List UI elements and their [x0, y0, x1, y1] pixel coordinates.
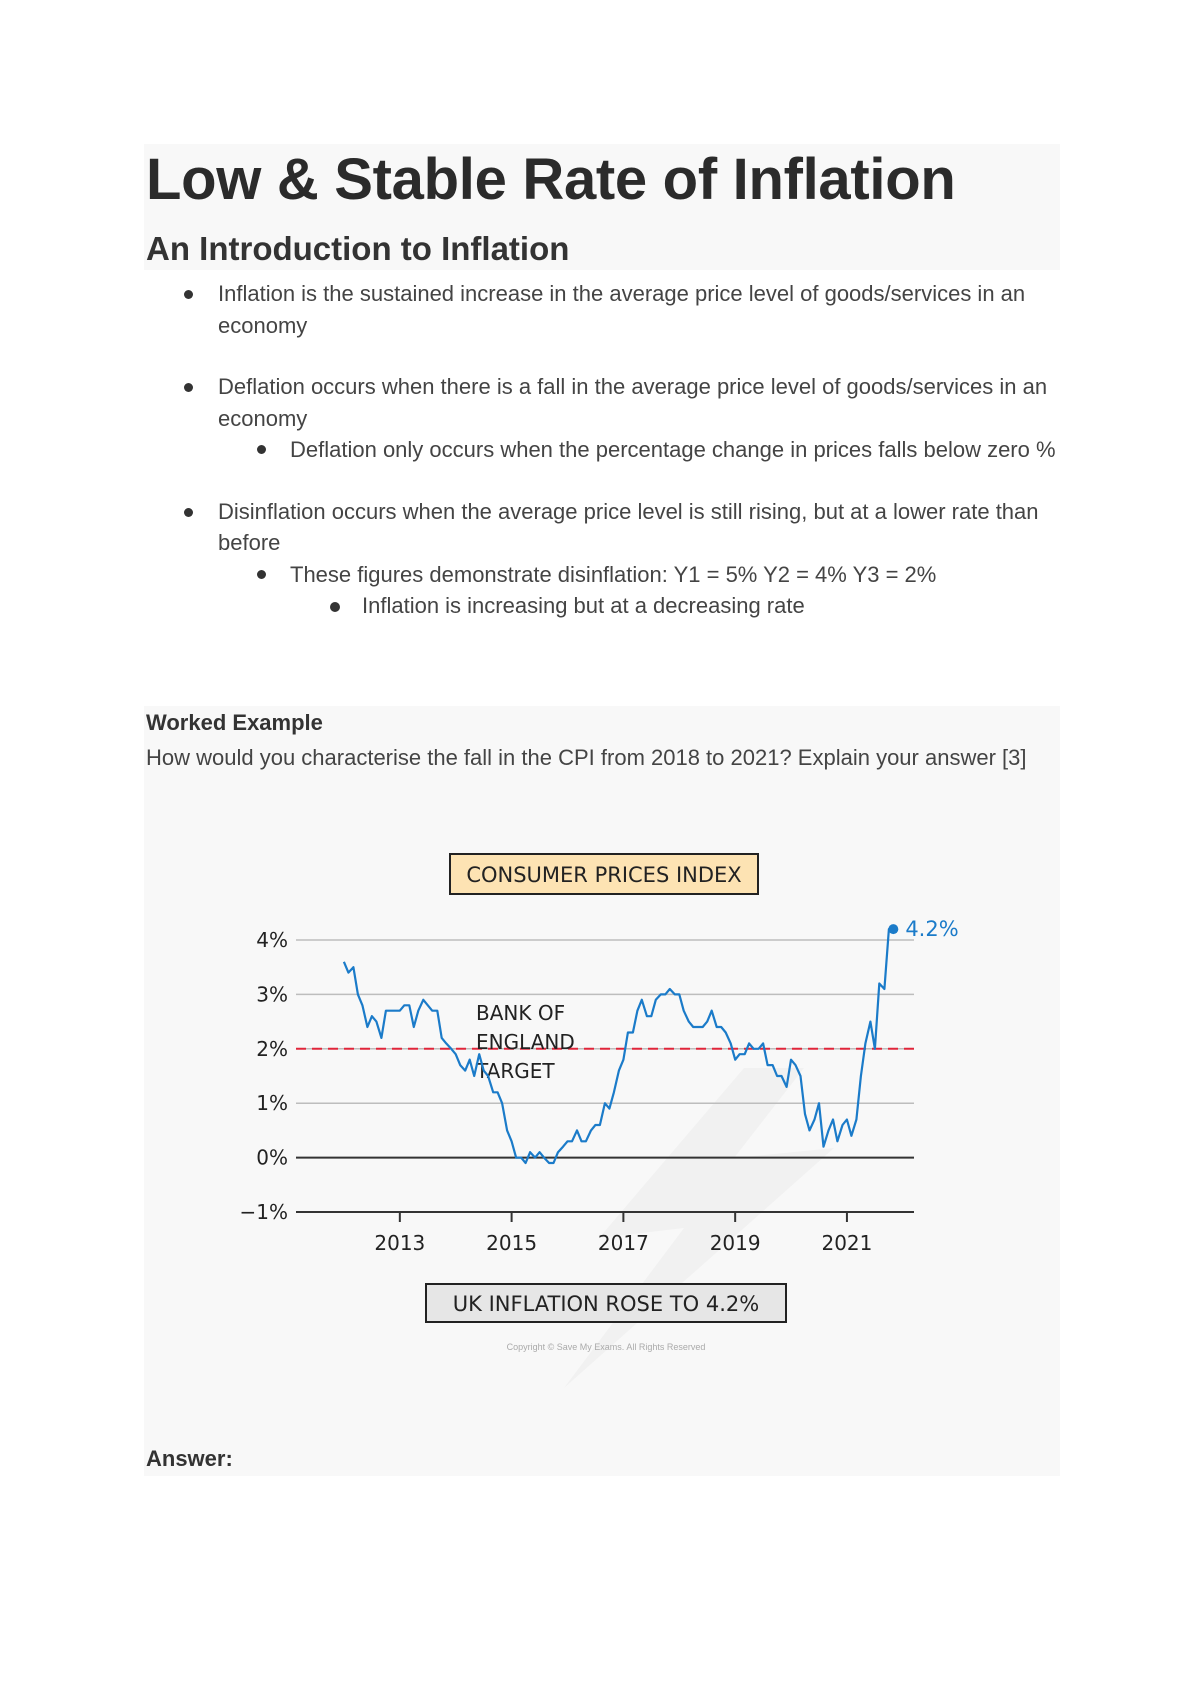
- sub-bullet-disinflation: [146, 559, 1066, 622]
- x-tick-label: 2015: [486, 1231, 538, 1255]
- bullet-text: Inflation is the sustained increase in the average price level of goods/services in an economy: [218, 281, 1026, 338]
- chart-caption-box: [426, 1284, 786, 1322]
- x-tick-label: 2013: [374, 1231, 426, 1255]
- chart-title-box: [450, 854, 758, 894]
- y-tick-label: −1%: [239, 1200, 288, 1224]
- end-point-marker: [888, 924, 898, 934]
- answer-label: Answer:: [146, 1446, 233, 1471]
- annotation-line-3: TARGET: [476, 1059, 555, 1083]
- y-tick-label: 3%: [256, 982, 288, 1007]
- bullet-disinflation: [146, 496, 1066, 622]
- bullet-text: Deflation occurs when there is a fall in the average price level of goods/services in an economy: [218, 374, 1048, 431]
- bullet-inflation: [146, 278, 1066, 341]
- y-tick-label: 4%: [256, 928, 288, 952]
- page-title: Low & Stable Rate of Inflation: [146, 147, 956, 212]
- x-tick-label: 2017: [597, 1231, 649, 1255]
- worked-example-question: How would you characterise the fall in the CPI from 2018 to 2021? Explain your answer [3]: [146, 745, 1027, 770]
- sub-bullet-text: Deflation only occurs when the percentage change in prices falls below zero %: [290, 437, 1056, 462]
- annotation-line-1: BANK OF: [476, 1001, 566, 1025]
- sub-bullet-deflation: [146, 434, 1066, 466]
- x-tick-label: 2021: [821, 1231, 873, 1255]
- sub-sub-bullet-text: Inflation is increasing but at a decreasing rate: [362, 593, 805, 618]
- sub-bullet-marker: [257, 445, 266, 454]
- worked-example-label: Worked Example: [146, 710, 323, 735]
- chart-caption: UK INFLATION ROSE TO 4.2%: [452, 1292, 760, 1316]
- sub-bullet-marker: [257, 570, 266, 579]
- bullet-deflation: [146, 371, 1066, 466]
- end-point-label: 4.2%: [905, 917, 959, 942]
- y-tick-label: 0%: [256, 1145, 288, 1170]
- bullet-marker: [184, 508, 193, 517]
- sub-sub-bullet: [146, 590, 1066, 622]
- section-subtitle: An Introduction to Inflation: [146, 230, 570, 267]
- sub-sub-bullet-marker: [330, 602, 340, 612]
- copyright-text: Copyright © Save My Exams. All Rights Reserved: [506, 1342, 706, 1352]
- bullet-marker: [184, 383, 193, 392]
- bullet-text: Disinflation occurs when the average price level is still rising, but at a lower rate than before: [218, 498, 1039, 555]
- bullet-marker: [184, 290, 193, 299]
- sub-bullet-text: These figures demonstrate disinflation: Y1 = 5% Y2 = 4% Y3 = 2%: [290, 561, 937, 587]
- bullet-list: [146, 278, 1066, 622]
- y-tick-label: 1%: [256, 1091, 288, 1116]
- chart-title: CONSUMER PRICES INDEX: [466, 863, 742, 887]
- annotation-line-2: ENGLAND: [476, 1030, 575, 1054]
- x-tick-label: 2019: [709, 1231, 761, 1255]
- cpi-chart: [144, 828, 1060, 1448]
- y-tick-label: 2%: [256, 1036, 288, 1061]
